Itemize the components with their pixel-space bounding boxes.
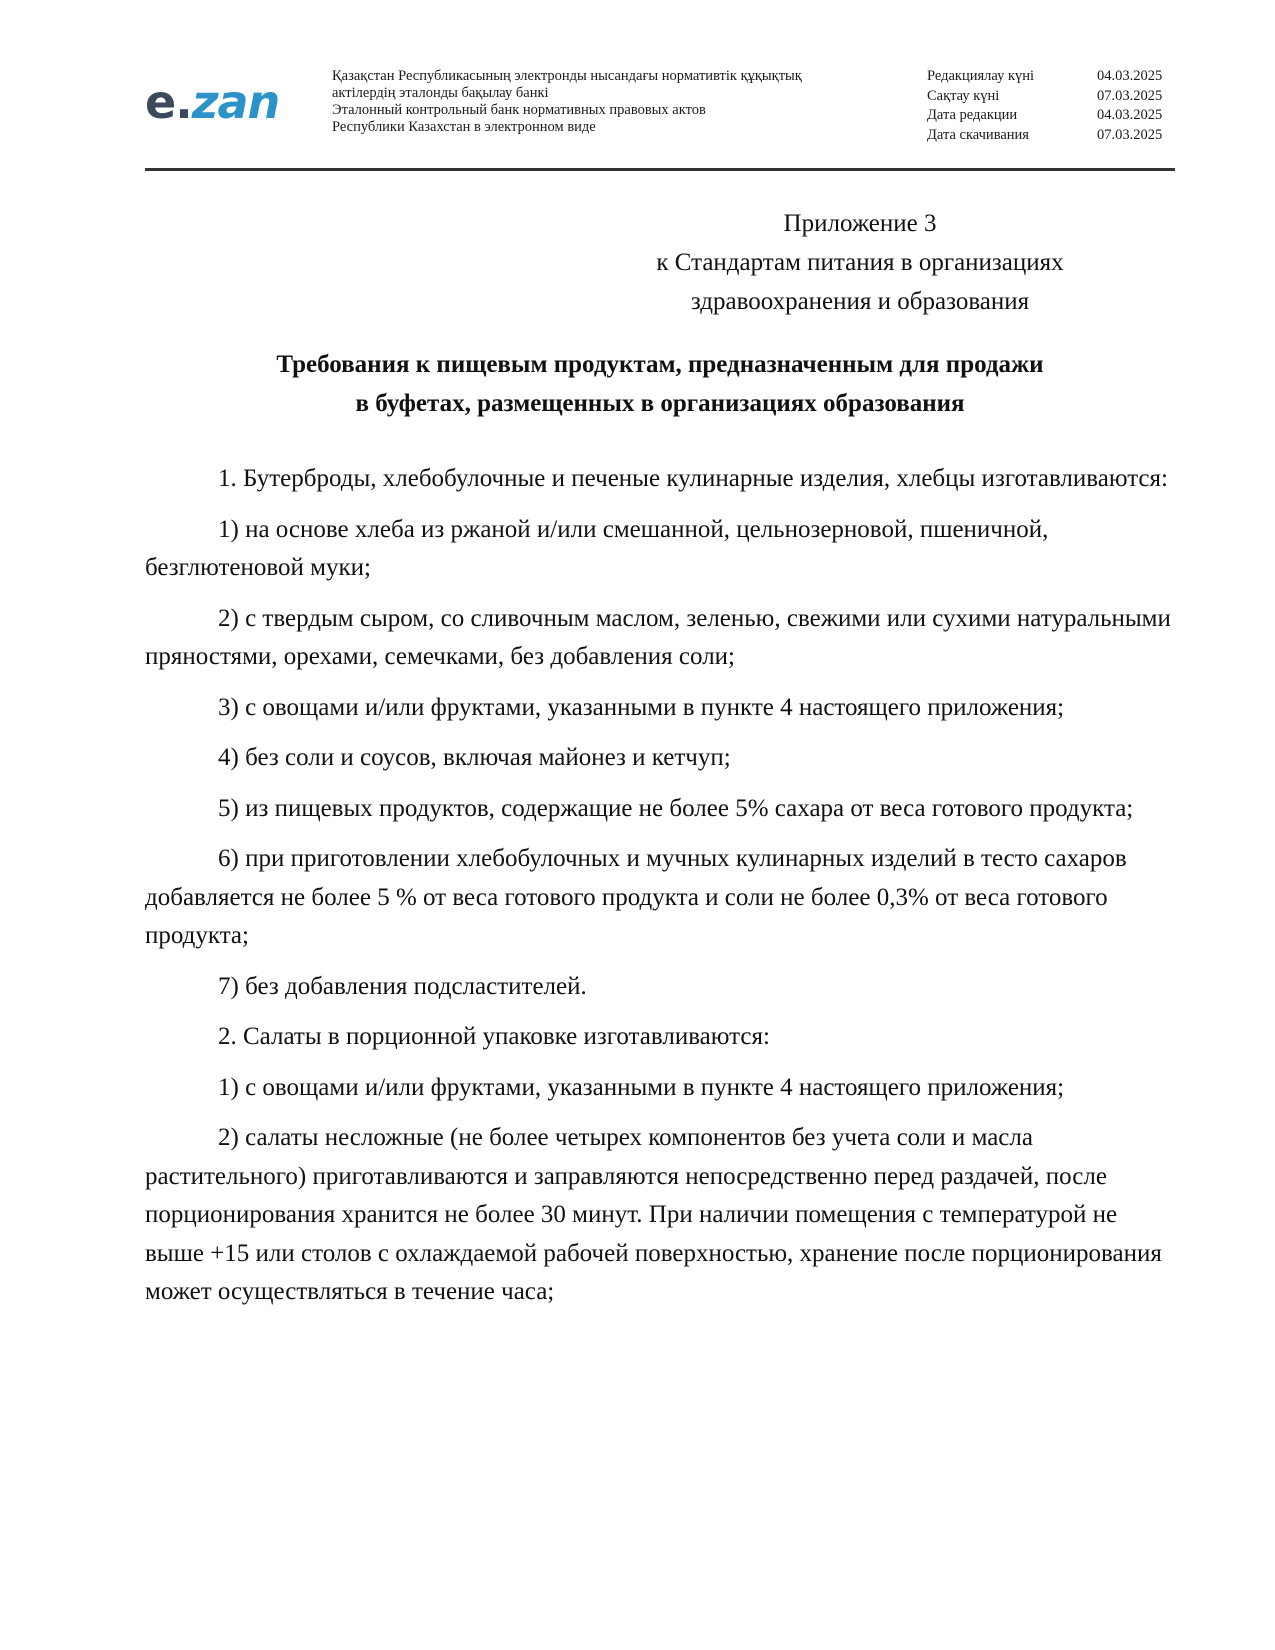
meta-value: 07.03.2025 — [1097, 87, 1163, 104]
meta-label: Дата скачивания — [927, 126, 1029, 143]
paragraph: 3) с овощами и/или фруктами, указанными в пункте 4 настоящего приложения; — [218, 693, 1065, 721]
paragraph: 1) на основе хлеба из ржаной и/или смешанной, цельнозерновой, пшеничной, безглютеновой муки; — [145, 515, 1049, 581]
paragraph: 2) салаты несложные (не более четырех компонентов без учета соли и масла растительного) приготавливаются и заправляются непосредственно перед раздачей, после порционирования хранится не более 30 минут. При наличии помещения с температурой не выше +15 или столов с охлаждаемой рабочей поверхностью, хранение после порционирования может осуществляться в течение часа; — [145, 1124, 1162, 1305]
paragraph: 4) без соли и соусов, включая майонез и кетчуп; — [218, 744, 731, 771]
logo-e: e — [145, 75, 176, 129]
paragraph: 1) с овощами и/или фруктами, указанными в пункте 4 настоящего приложения; — [218, 1073, 1065, 1101]
ezan-logo[interactable] — [145, 76, 279, 128]
logo-dot: . — [175, 75, 192, 129]
meta-row-download-date-ru — [927, 126, 1177, 146]
document-body — [145, 460, 1175, 1324]
appendix-line: здравоохранения и образования — [690, 288, 1030, 315]
appendix-line: Приложение 3 — [783, 210, 937, 237]
header-meta — [927, 67, 1177, 145]
meta-row-edit-date-kz — [927, 67, 1177, 87]
title-line: в буфетах, размещенных в организациях образования — [355, 390, 965, 417]
document-title — [145, 345, 1175, 423]
meta-label: Дата редакции — [927, 107, 1018, 123]
meta-row-edit-date-ru — [927, 106, 1177, 126]
paragraph: 1. Бутерброды, хлебобулочные и печеные кулинарные изделия, хлебцы изготавливаются: — [218, 465, 1168, 492]
paragraph: 5) из пищевых продуктов, содержащие не более 5% сахара от веса готового продукта; — [218, 794, 1134, 822]
meta-value: 04.03.2025 — [1097, 107, 1163, 123]
appendix-line: к Стандартам питания в организациях — [656, 249, 1064, 276]
header-divider — [145, 168, 1175, 171]
paragraph: 6) при приготовлении хлебобулочных и мучных кулинарных изделий в тесто сахаров добавляется не более 5 % от веса готового продукта и соли не более 0,3% от веса готового продукта; — [145, 845, 1127, 949]
meta-row-save-date-kz — [927, 87, 1177, 107]
logo-zan: zan — [191, 75, 280, 129]
meta-value: 04.03.2025 — [1097, 68, 1163, 84]
header-description-line: Эталонный контрольный банк нормативных правовых актов — [332, 102, 706, 118]
title-line: Требования к пищевым продуктам, предназначенным для продажи — [276, 351, 1044, 378]
meta-value: 07.03.2025 — [1097, 126, 1163, 143]
document-header — [145, 64, 1175, 164]
header-description — [332, 68, 892, 136]
meta-label: Редакциялау күні — [927, 68, 1035, 84]
paragraph: 7) без добавления подсластителей. — [218, 972, 587, 1000]
header-description-line: актілердің эталонды бақылау банкі — [332, 85, 549, 101]
header-description-line: Республики Казахстан в электронном виде — [332, 119, 596, 135]
meta-label: Сақтау күні — [927, 87, 1000, 104]
paragraph: 2. Салаты в порционной упаковке изготавливаются: — [218, 1023, 770, 1050]
header-description-line: Қазақстан Республикасының электронды нысандағы нормативтік құқықтық — [332, 68, 802, 84]
appendix-note — [620, 204, 1100, 321]
paragraph: 2) с твердым сыром, со сливочным маслом, зеленью, свежими или сухими натуральными пряностями, орехами, семечками, без добавления соли; — [145, 604, 1171, 670]
